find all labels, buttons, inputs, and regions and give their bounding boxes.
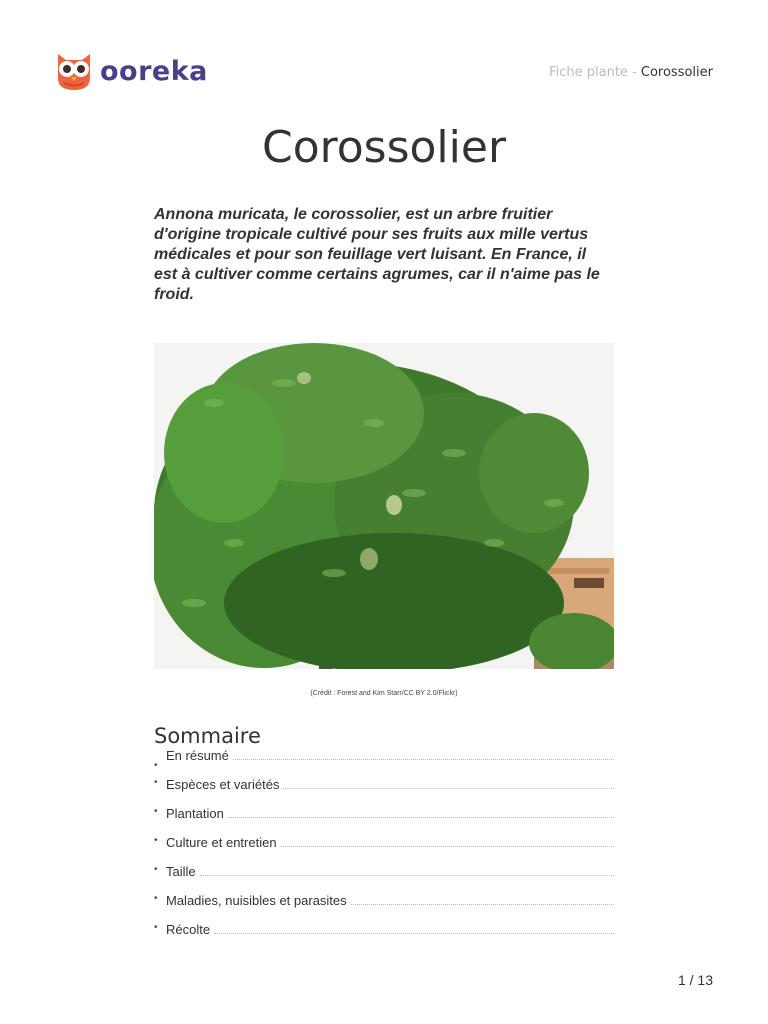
toc-item-label: Plantation [166,806,224,821]
toc-item[interactable] [154,833,614,862]
toc-title: Sommaire [154,724,261,748]
soursop-tree-photo [154,343,614,669]
toc-item-label: Maladies, nuisibles et parasites [166,893,347,908]
toc-item-label: Espèces et variétés [166,777,280,792]
toc-item[interactable] [154,920,614,949]
dotted-leader [351,904,614,905]
bullet-icon: • [154,777,158,788]
dotted-leader [283,788,614,789]
breadcrumb-current: Corossolier [640,65,713,80]
toc-item[interactable] [154,862,614,891]
bullet-icon: • [154,864,158,875]
toc-item[interactable] [154,775,614,804]
bullet-icon: • [154,760,158,771]
photo-credit: (Crédit : Forest and Kim Starr/CC BY 2.0/Flickr) [310,690,458,697]
dotted-leader [233,759,614,760]
toc-item[interactable] [154,748,614,775]
toc-item-label: Culture et entretien [166,835,277,850]
toc-item[interactable] [154,891,614,920]
toc-item[interactable] [154,804,614,833]
brand-name: ooreka [100,55,208,87]
dotted-leader [281,846,614,847]
page-number: 1 / 13 [677,972,713,988]
bullet-icon: • [154,922,158,933]
toc-item-label: En résumé [166,748,229,763]
owl-icon [54,50,94,92]
toc-item-label: Taille [166,864,196,879]
bullet-icon: • [154,893,158,904]
bullet-icon: • [154,835,158,846]
page-title: Corossolier [261,122,507,173]
breadcrumb-prefix[interactable]: Fiche plante - [549,65,641,80]
bullet-icon: • [154,806,158,817]
dotted-leader [228,817,614,818]
table-of-contents [154,748,614,949]
toc-item-label: Récolte [166,922,211,937]
ooreka-logo[interactable] [54,50,208,92]
dotted-leader [214,933,614,934]
breadcrumb [549,65,713,80]
intro-paragraph: Annona muricata, le corossolier, est un arbre fruitier d'origine tropicale cultivé pour ses fruits aux mille vertus médicales et pour son feuillage vert luisant. En France, il est à cultiver comme certains agrumes, car il n'aime pas le froid. [154,206,600,303]
dotted-leader [200,875,614,876]
